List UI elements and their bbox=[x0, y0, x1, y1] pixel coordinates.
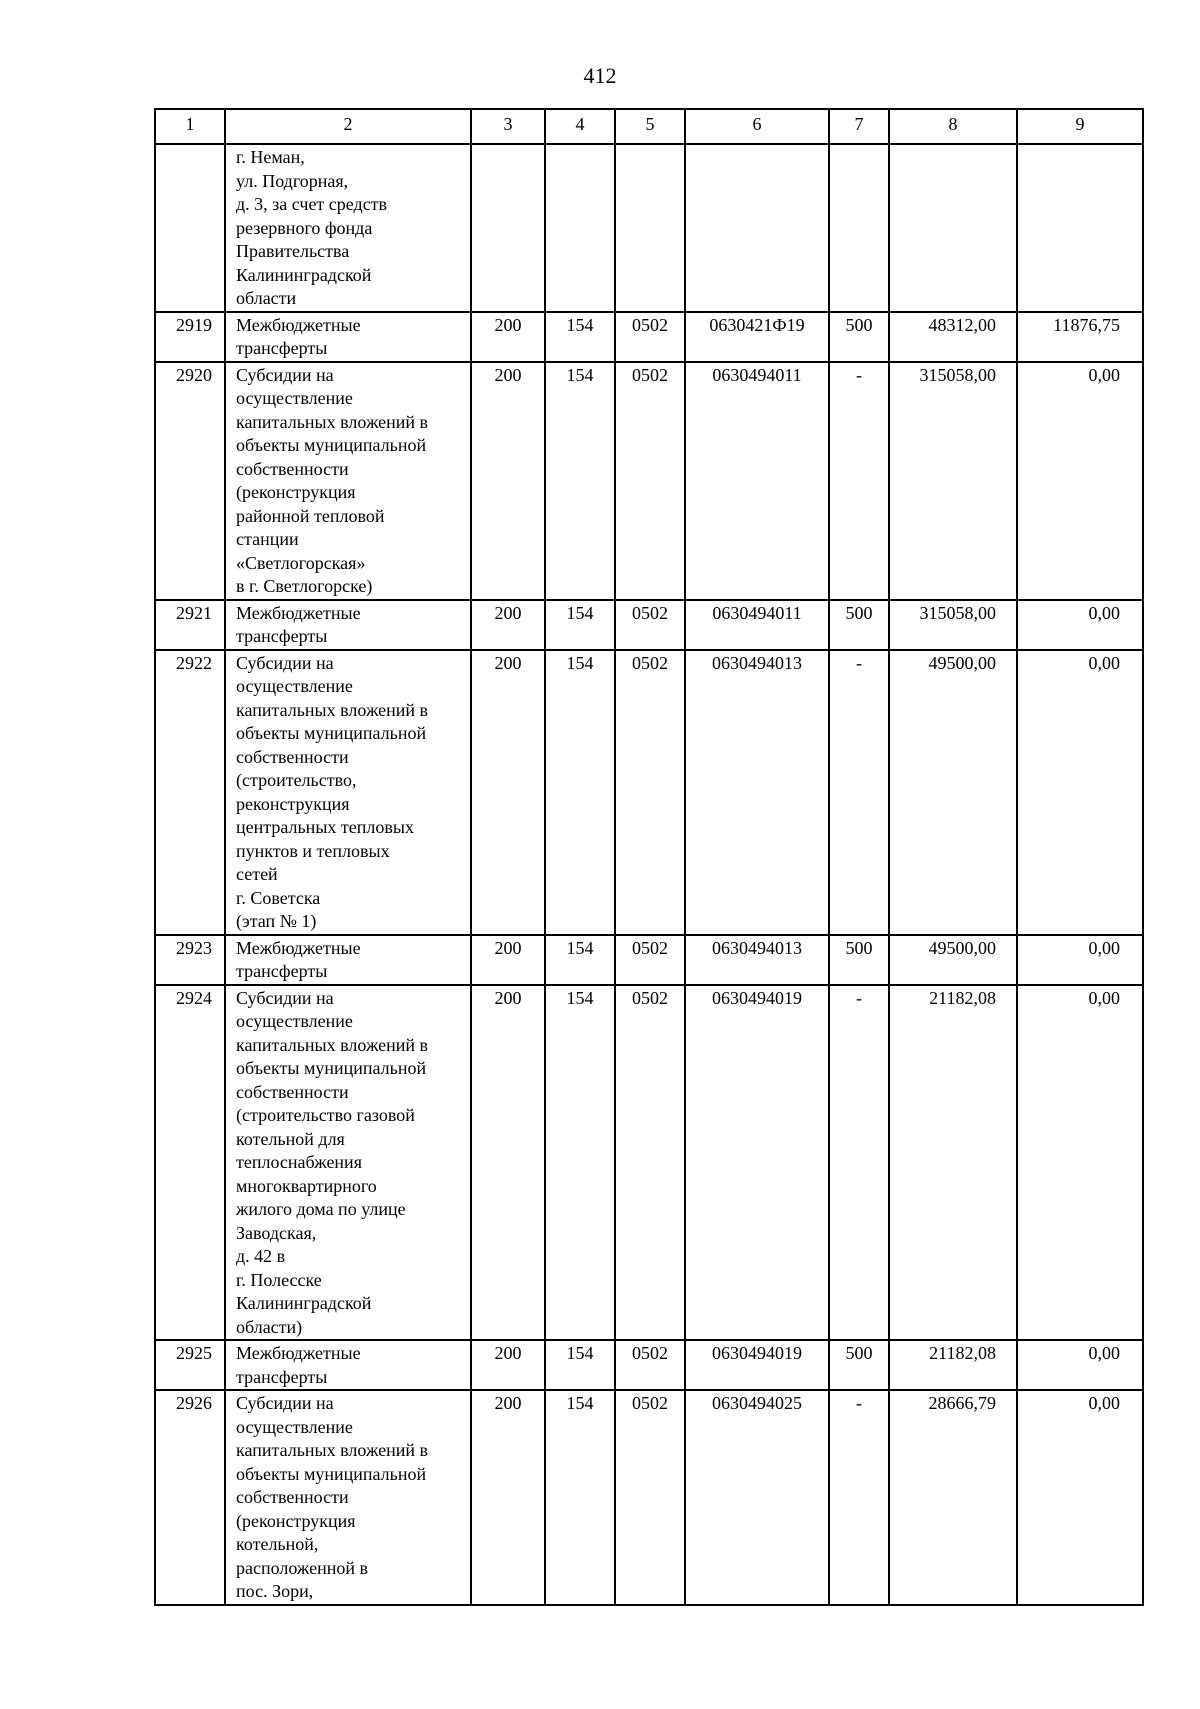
row-name-line: Межбюджетные bbox=[236, 314, 361, 335]
row-grbs-cell: 200 bbox=[471, 1340, 545, 1390]
row-name-line: трансферты bbox=[236, 1366, 328, 1387]
row-expense-type-cell bbox=[829, 144, 889, 312]
row-number-cell: 2920 bbox=[155, 362, 225, 600]
row-name-cell bbox=[225, 144, 471, 312]
row-name-line: «Светлогорская» bbox=[236, 552, 366, 573]
row-name-line: (строительство, bbox=[236, 770, 357, 790]
row-name-cell bbox=[225, 362, 471, 600]
row-name-line: капитальных вложений в bbox=[236, 411, 429, 432]
row-expense-type-cell: 500 bbox=[829, 600, 889, 650]
row-amount-cell: 48312,00 bbox=[889, 312, 1017, 362]
row-name-line: Субсидии на bbox=[236, 987, 334, 1008]
row-amount-cell: 21182,08 bbox=[889, 985, 1017, 1341]
row-name-line: объекты муниципальной bbox=[236, 723, 427, 743]
row-expense-type-cell: - bbox=[829, 1390, 889, 1605]
row-name-line: Межбюджетные bbox=[236, 1343, 361, 1363]
row-name-cell bbox=[225, 985, 471, 1341]
row-name-line: д. 3, за счет средств bbox=[236, 194, 388, 214]
row-section-cell: 154 bbox=[545, 935, 615, 985]
row-section-cell: 154 bbox=[545, 650, 615, 935]
row-name-line: центральных тепловых bbox=[236, 817, 414, 837]
row-expense-type-cell: 500 bbox=[829, 312, 889, 362]
row-target-code-cell: 0630494019 bbox=[685, 1340, 829, 1390]
row-target-code-cell: 0630494013 bbox=[685, 935, 829, 985]
row-name-line: осуществление bbox=[236, 1011, 353, 1031]
column-header: 5 bbox=[615, 109, 685, 144]
row-amount-second-cell: 0,00 bbox=[1017, 600, 1143, 650]
table-row bbox=[155, 600, 1143, 650]
column-header: 6 bbox=[685, 109, 829, 144]
row-grbs-cell: 200 bbox=[471, 985, 545, 1341]
row-name-line: собственности bbox=[236, 1487, 349, 1507]
row-name-line: Калининградской bbox=[236, 1293, 372, 1313]
row-name-line: (реконструкция bbox=[236, 1510, 356, 1531]
row-grbs-cell: 200 bbox=[471, 312, 545, 362]
table-row bbox=[155, 935, 1143, 985]
column-header: 1 bbox=[155, 109, 225, 144]
row-name-line: г. Неман, bbox=[236, 147, 305, 167]
row-name-line: собственности bbox=[236, 1081, 349, 1102]
row-name-line: котельной для bbox=[236, 1128, 345, 1149]
row-amount-second-cell: 11876,75 bbox=[1017, 312, 1143, 362]
row-name-line: осуществление bbox=[236, 676, 353, 696]
column-header: 4 bbox=[545, 109, 615, 144]
row-name-line: Субсидии на bbox=[236, 652, 334, 673]
row-name-line: объекты муниципальной bbox=[236, 1463, 427, 1484]
row-number-cell: 2925 bbox=[155, 1340, 225, 1390]
table-row bbox=[155, 1390, 1143, 1605]
row-name-line: объекты муниципальной bbox=[236, 1058, 427, 1078]
row-name-line: Правительства bbox=[236, 241, 350, 261]
column-header: 3 bbox=[471, 109, 545, 144]
row-name-line: трансферты bbox=[236, 961, 328, 981]
row-name-cell bbox=[225, 312, 471, 362]
row-amount-second-cell: 0,00 bbox=[1017, 650, 1143, 935]
row-name-line: районной тепловой bbox=[236, 505, 385, 526]
row-number-cell: 2926 bbox=[155, 1390, 225, 1605]
row-name-cell bbox=[225, 1340, 471, 1390]
row-section-cell: 154 bbox=[545, 312, 615, 362]
row-number-cell: 2923 bbox=[155, 935, 225, 985]
row-subsection-cell: 0502 bbox=[615, 600, 685, 650]
row-name-line: объекты муниципальной bbox=[236, 435, 427, 455]
row-name-line: многоквартирного bbox=[236, 1175, 377, 1196]
row-name-cell bbox=[225, 600, 471, 650]
page-number: 412 bbox=[583, 63, 617, 88]
row-subsection-cell: 0502 bbox=[615, 985, 685, 1341]
row-name-line: г. Полесске bbox=[236, 1269, 322, 1290]
table-row bbox=[155, 362, 1143, 600]
row-name-line: жилого дома по улице bbox=[236, 1199, 406, 1219]
row-name-line: Межбюджетные bbox=[236, 602, 361, 623]
column-header: 2 bbox=[225, 109, 471, 144]
row-amount-cell: 21182,08 bbox=[889, 1340, 1017, 1390]
row-name-cell bbox=[225, 935, 471, 985]
row-amount-second-cell: 0,00 bbox=[1017, 935, 1143, 985]
row-name-line: собственности bbox=[236, 746, 349, 767]
row-amount-cell bbox=[889, 144, 1017, 312]
column-header: 9 bbox=[1017, 109, 1143, 144]
table-row bbox=[155, 1340, 1143, 1390]
row-name-line: капитальных вложений в bbox=[236, 1034, 429, 1055]
row-expense-type-cell: - bbox=[829, 650, 889, 935]
row-amount-second-cell: 0,00 bbox=[1017, 985, 1143, 1341]
row-name-line: резервного фонда bbox=[236, 217, 373, 238]
row-amount-cell: 315058,00 bbox=[889, 600, 1017, 650]
row-subsection-cell: 0502 bbox=[615, 1340, 685, 1390]
row-name-line: ул. Подгорная, bbox=[236, 170, 349, 191]
row-amount-second-cell: 0,00 bbox=[1017, 1390, 1143, 1605]
row-amount-second-cell: 0,00 bbox=[1017, 362, 1143, 600]
row-grbs-cell: 200 bbox=[471, 935, 545, 985]
row-target-code-cell: 0630494013 bbox=[685, 650, 829, 935]
row-number-cell bbox=[155, 144, 225, 312]
row-name-line: теплоснабжения bbox=[236, 1152, 362, 1172]
row-name-line: котельной, bbox=[236, 1534, 319, 1554]
table-row bbox=[155, 985, 1143, 1341]
row-expense-type-cell: 500 bbox=[829, 1340, 889, 1390]
row-target-code-cell: 0630494019 bbox=[685, 985, 829, 1341]
row-section-cell: 154 bbox=[545, 600, 615, 650]
row-name-line: трансферты bbox=[236, 626, 328, 646]
row-name-cell bbox=[225, 1390, 471, 1605]
row-name-line: пунктов и тепловых bbox=[236, 840, 390, 861]
row-name-line: пос. Зори, bbox=[236, 1581, 314, 1601]
row-target-code-cell bbox=[685, 144, 829, 312]
row-amount-second-cell bbox=[1017, 144, 1143, 312]
row-section-cell: 154 bbox=[545, 1390, 615, 1605]
table-row bbox=[155, 650, 1143, 935]
row-target-code-cell: 0630494025 bbox=[685, 1390, 829, 1605]
row-name-line: Заводская, bbox=[236, 1222, 317, 1243]
row-amount-cell: 49500,00 bbox=[889, 935, 1017, 985]
row-grbs-cell: 200 bbox=[471, 362, 545, 600]
budget-table bbox=[154, 108, 1144, 1606]
row-number-cell: 2924 bbox=[155, 985, 225, 1341]
row-name-line: сетей bbox=[236, 864, 278, 884]
row-section-cell: 154 bbox=[545, 362, 615, 600]
row-name-line: реконструкция bbox=[236, 793, 350, 814]
row-name-line: в г. Светлогорске) bbox=[236, 576, 373, 596]
column-header: 8 bbox=[889, 109, 1017, 144]
row-name-line: (этап № 1) bbox=[236, 911, 317, 931]
row-name-line: расположенной в bbox=[236, 1557, 368, 1578]
row-subsection-cell bbox=[615, 144, 685, 312]
row-section-cell bbox=[545, 144, 615, 312]
row-expense-type-cell: - bbox=[829, 362, 889, 600]
row-name-line: (реконструкция bbox=[236, 482, 356, 502]
row-amount-cell: 315058,00 bbox=[889, 362, 1017, 600]
row-amount-cell: 49500,00 bbox=[889, 650, 1017, 935]
row-number-cell: 2921 bbox=[155, 600, 225, 650]
row-amount-cell: 28666,79 bbox=[889, 1390, 1017, 1605]
row-name-line: собственности bbox=[236, 458, 349, 479]
row-name-cell bbox=[225, 650, 471, 935]
row-name-line: Калининградской bbox=[236, 264, 372, 285]
row-name-line: д. 42 в bbox=[236, 1246, 286, 1266]
row-grbs-cell: 200 bbox=[471, 600, 545, 650]
row-expense-type-cell: - bbox=[829, 985, 889, 1341]
row-name-line: Межбюджетные bbox=[236, 937, 361, 958]
row-target-code-cell: 0630494011 bbox=[685, 362, 829, 600]
row-name-line: осуществление bbox=[236, 1416, 353, 1437]
row-grbs-cell bbox=[471, 144, 545, 312]
row-subsection-cell: 0502 bbox=[615, 312, 685, 362]
row-name-line: области bbox=[236, 288, 297, 308]
column-header: 7 bbox=[829, 109, 889, 144]
row-number-cell: 2919 bbox=[155, 312, 225, 362]
row-grbs-cell: 200 bbox=[471, 650, 545, 935]
row-section-cell: 154 bbox=[545, 1340, 615, 1390]
row-name-line: г. Советска bbox=[236, 887, 321, 908]
table-row bbox=[155, 312, 1143, 362]
row-name-line: Субсидии на bbox=[236, 1393, 334, 1413]
row-name-line: станции bbox=[236, 529, 299, 549]
table-row bbox=[155, 144, 1143, 312]
row-subsection-cell: 0502 bbox=[615, 935, 685, 985]
row-target-code-cell: 0630421Ф19 bbox=[685, 312, 829, 362]
row-target-code-cell: 0630494011 bbox=[685, 600, 829, 650]
row-name-line: капитальных вложений в bbox=[236, 1440, 429, 1460]
row-grbs-cell: 200 bbox=[471, 1390, 545, 1605]
row-subsection-cell: 0502 bbox=[615, 362, 685, 600]
row-name-line: осуществление bbox=[236, 388, 353, 408]
row-name-line: капитальных вложений в bbox=[236, 699, 429, 720]
row-amount-second-cell: 0,00 bbox=[1017, 1340, 1143, 1390]
row-name-line: трансферты bbox=[236, 338, 328, 358]
row-section-cell: 154 bbox=[545, 985, 615, 1341]
row-name-line: Субсидии на bbox=[236, 364, 334, 385]
header-row bbox=[155, 109, 1143, 144]
row-name-line: (строительство газовой bbox=[236, 1105, 415, 1125]
row-subsection-cell: 0502 bbox=[615, 1390, 685, 1605]
row-subsection-cell: 0502 bbox=[615, 650, 685, 935]
row-number-cell: 2922 bbox=[155, 650, 225, 935]
table-body bbox=[155, 109, 1143, 1605]
row-name-line: области) bbox=[236, 1316, 303, 1337]
row-expense-type-cell: 500 bbox=[829, 935, 889, 985]
